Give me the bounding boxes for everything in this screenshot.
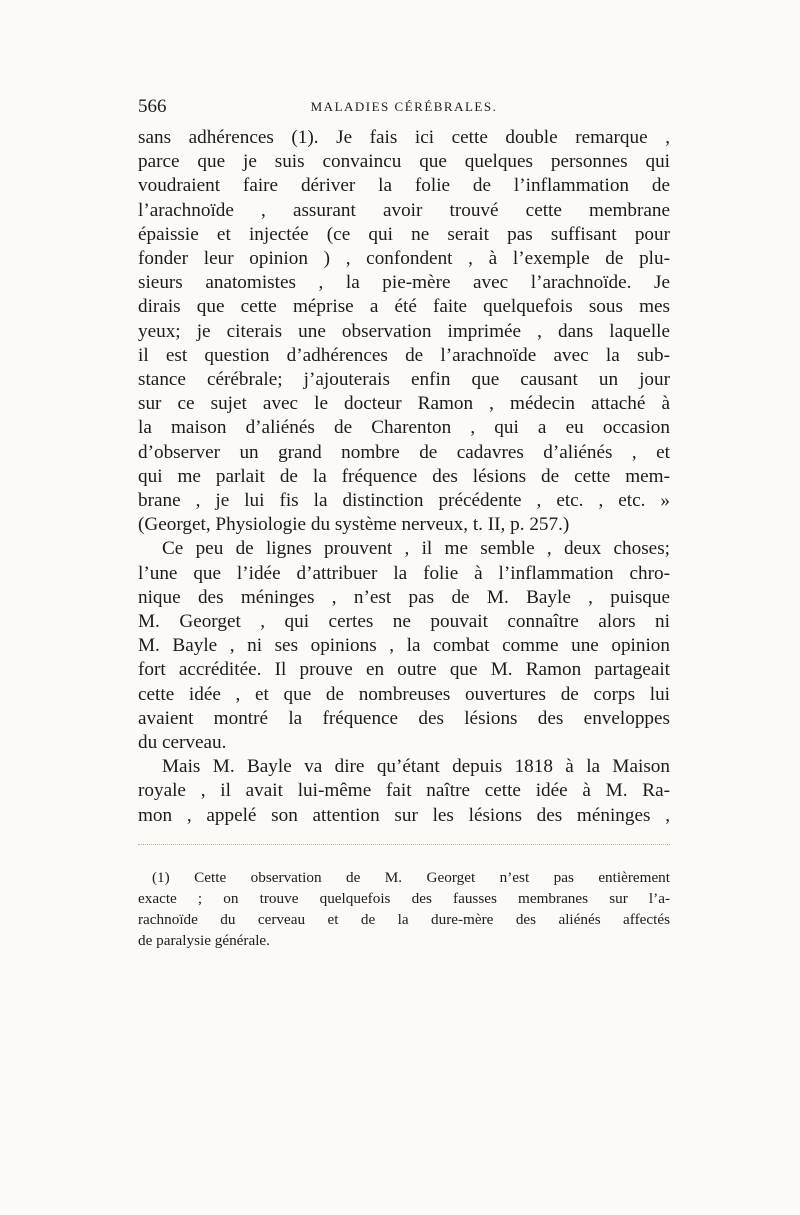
text-line: sans adhérences (1). Je fais ici cette double remarque , bbox=[138, 127, 670, 148]
footnote-line: (1) Cette observation de M. Georget n’est pas entièrement bbox=[152, 868, 670, 886]
footnote-line: exacte ; on trouve quelquefois des fausses membranes sur l’a- bbox=[138, 889, 670, 907]
footnote bbox=[138, 867, 670, 951]
text-line: d’observer un grand nombre de cadavres d’aliénés , et bbox=[138, 441, 670, 463]
text-line: brane , je lui fis la distinction précédente , etc. , etc. » bbox=[138, 490, 670, 512]
text-line: dirais que cette méprise a été faite quelquefois sous mes bbox=[138, 296, 670, 318]
footnote-line: de paralysie générale. bbox=[138, 931, 270, 949]
running-title: MALADIES CÉRÉBRALES. bbox=[310, 99, 498, 114]
text-line: M. Georget , qui certes ne pouvait connaître alors ni bbox=[138, 611, 670, 633]
text-line: sieurs anatomistes , la pie-mère avec l’arachnoïde. Je bbox=[138, 272, 670, 294]
paragraph-start-line: Mais M. Bayle va dire qu’étant depuis 1818 à la Maison bbox=[162, 756, 670, 778]
running-head bbox=[138, 96, 670, 124]
text-line: qui me parlait de la fréquence des lésions de cette mem- bbox=[138, 465, 670, 487]
text-line: sur ce sujet avec le docteur Ramon , médecin attaché à bbox=[138, 393, 670, 415]
text-line: l’une que l’idée d’attribuer la folie à l’inflammation chro- bbox=[138, 562, 670, 584]
text-line: fort accréditée. Il prouve en outre que M. Ramon partageait bbox=[138, 659, 670, 681]
text-line: mon , appelé son attention sur les lésions des méninges , bbox=[138, 804, 670, 826]
page-number: 566 bbox=[138, 96, 167, 117]
text-line: épaissie et injectée (ce qui ne serait pas suffisant pour bbox=[138, 223, 670, 245]
text-line: cette idée , et que de nombreuses ouvertures de corps lui bbox=[138, 683, 670, 705]
text-line: stance cérébrale; j’ajouterais enfin que causant un jour bbox=[138, 369, 670, 391]
text-line: nique des méninges , n’est pas de M. Bayle , puisque bbox=[138, 586, 670, 608]
text-line: voudraient faire dériver la folie de l’inflammation de bbox=[138, 175, 670, 197]
text-line: avaient montré la fréquence des lésions des enveloppes bbox=[138, 707, 670, 729]
main-text bbox=[138, 126, 670, 828]
text-line: l’arachnoïde , assurant avoir trouvé cette membrane bbox=[138, 199, 670, 221]
footnote-divider bbox=[138, 844, 670, 845]
text-line: parce que je suis convaincu que quelques personnes qui bbox=[138, 151, 670, 173]
text-line: fonder leur opinion ) , confondent , à l’exemple de plu- bbox=[138, 248, 670, 270]
book-page bbox=[138, 96, 670, 951]
footnote-line: rachnoïde du cerveau et de la dure-mère des aliénés affectés bbox=[138, 910, 670, 928]
text-line: il est question d’adhérences de l’arachnoïde avec la sub- bbox=[138, 344, 670, 366]
text-line: M. Bayle , ni ses opinions , la combat comme une opinion bbox=[138, 635, 670, 657]
paragraph-start-line: Ce peu de lignes prouvent , il me semble , deux choses; bbox=[162, 538, 670, 560]
text-line: du cerveau. bbox=[138, 732, 227, 754]
text-line: royale , il avait lui-même fait naître cette idée à M. Ra- bbox=[138, 780, 670, 802]
citation-line: (Georget, Physiologie du système nerveux, t. II, p. 257.) bbox=[138, 514, 570, 536]
text-line: yeux; je citerais une observation imprimée , dans laquelle bbox=[138, 320, 670, 342]
text-line: la maison d’aliénés de Charenton , qui a eu occasion bbox=[138, 417, 670, 439]
